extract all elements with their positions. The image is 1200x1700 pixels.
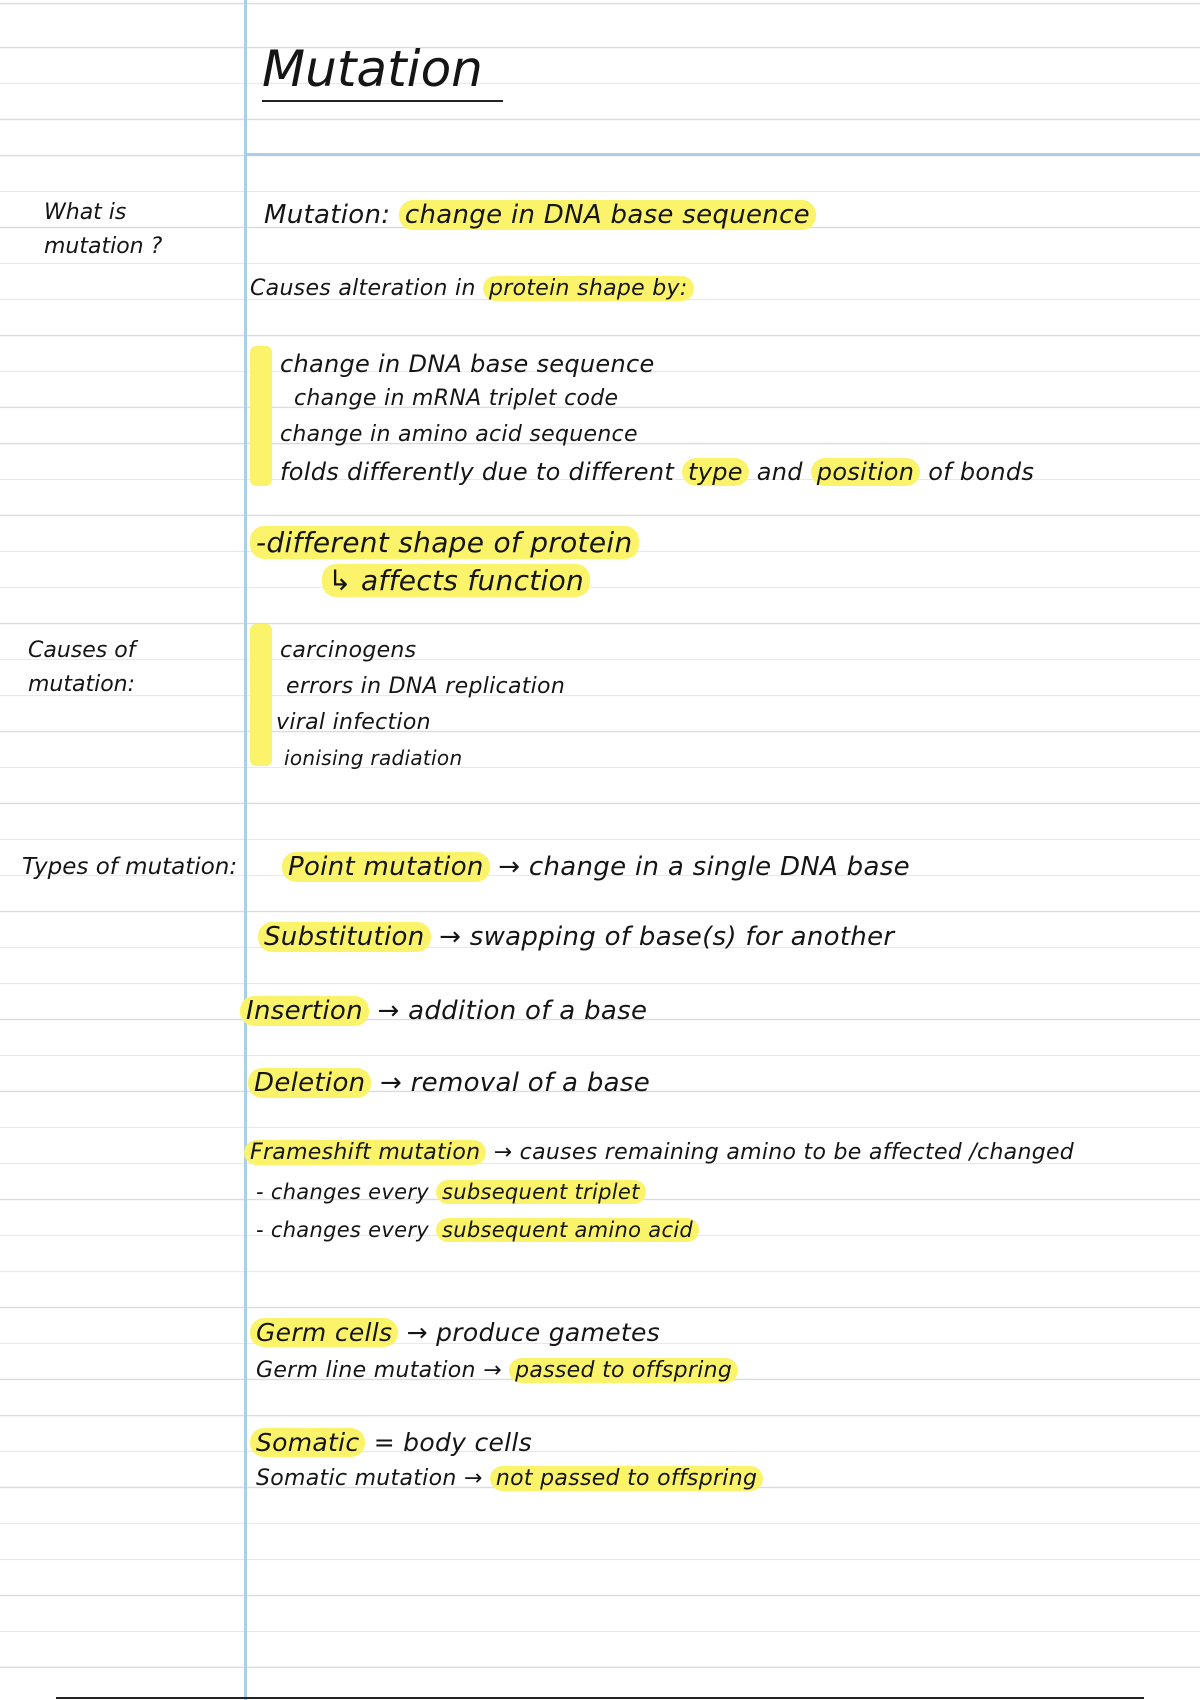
germ-cells: [250, 1318, 660, 1347]
folds-highlight-type: type: [682, 458, 749, 486]
folds-highlight-position: position: [811, 458, 920, 486]
type-substitution: [258, 922, 894, 952]
type-desc: → swapping of base(s) for another: [439, 922, 895, 952]
margin-note-causes: [28, 634, 135, 702]
type-term: Point mutation: [282, 852, 490, 882]
highlight-bar: [250, 624, 272, 766]
alteration-step: change in amino acid sequence: [280, 422, 638, 447]
cause-item: viral infection: [276, 710, 431, 735]
germ-line-highlight: passed to offspring: [509, 1358, 738, 1383]
type-desc: → causes remaining amino to be affected /changed: [493, 1140, 1075, 1165]
type-insertion: [240, 996, 647, 1026]
type-desc: → change in a single DNA base: [498, 852, 910, 882]
causes-alteration-prefix: Causes alteration in: [250, 276, 476, 301]
somatic: [250, 1428, 532, 1457]
definition-highlight: change in DNA base sequence: [399, 200, 816, 230]
page-bottom-line: [56, 1697, 1144, 1699]
causes-alteration-highlight: protein shape by:: [483, 276, 694, 301]
margin-note-types: Types of mutation:: [22, 854, 238, 880]
type-frameshift: [244, 1140, 1074, 1165]
germ-line-prefix: Germ line mutation →: [256, 1358, 502, 1383]
folds-text: and: [756, 458, 803, 486]
cause-item: carcinogens: [280, 638, 417, 663]
margin-note-line: Causes of: [28, 638, 136, 663]
margin-note-line: What is: [44, 200, 127, 225]
frameshift-prefix: - changes every: [256, 1180, 429, 1204]
type-term: Frameshift mutation: [244, 1140, 486, 1165]
page-title: Mutation: [262, 40, 503, 102]
somatic-line-highlight: not passed to offspring: [490, 1466, 763, 1491]
frameshift-highlight: subsequent triplet: [436, 1180, 646, 1204]
definition-label: Mutation:: [264, 200, 391, 230]
type-deletion: [248, 1068, 650, 1098]
cause-item: ionising radiation: [284, 746, 463, 770]
type-term: Insertion: [240, 996, 369, 1026]
margin-note-line: mutation ?: [44, 234, 163, 259]
affects-function-highlight: ↳ affects function: [322, 564, 590, 597]
type-point: [282, 852, 910, 882]
folds-text: folds differently due to different: [280, 458, 675, 486]
frameshift-highlight: subsequent amino acid: [436, 1218, 699, 1242]
somatic-term: Somatic: [250, 1428, 365, 1457]
definition: [264, 200, 816, 230]
frameshift-note: [256, 1180, 646, 1204]
germ-line: [256, 1358, 738, 1383]
frameshift-note: [256, 1218, 699, 1242]
type-term: Substitution: [258, 922, 431, 952]
somatic-line: [256, 1466, 763, 1491]
folds-text: of bonds: [928, 458, 1035, 486]
type-desc: → removal of a base: [380, 1068, 651, 1098]
alteration-step: change in DNA base sequence: [280, 350, 655, 378]
somatic-line-prefix: Somatic mutation →: [256, 1466, 483, 1491]
different-shape-highlight: -different shape of protein: [250, 526, 639, 559]
somatic-desc: = body cells: [373, 1428, 532, 1457]
germ-term: Germ cells: [250, 1318, 398, 1347]
type-desc: → addition of a base: [377, 996, 648, 1026]
different-shape: [250, 526, 639, 559]
header-line: [244, 153, 1200, 156]
causes-alteration-line: [250, 276, 694, 301]
frameshift-prefix: - changes every: [256, 1218, 429, 1242]
alteration-step-folds: [280, 458, 1034, 486]
margin-note-line: mutation:: [28, 672, 136, 697]
margin-note-what-is: [44, 196, 162, 264]
type-term: Deletion: [248, 1068, 371, 1098]
margin-line: [244, 0, 247, 1700]
germ-desc: → produce gametes: [406, 1318, 660, 1347]
cause-item: errors in DNA replication: [286, 674, 566, 699]
alteration-step: change in mRNA triplet code: [294, 386, 619, 411]
highlight-bar: [250, 346, 272, 486]
affects-function: [322, 564, 590, 597]
